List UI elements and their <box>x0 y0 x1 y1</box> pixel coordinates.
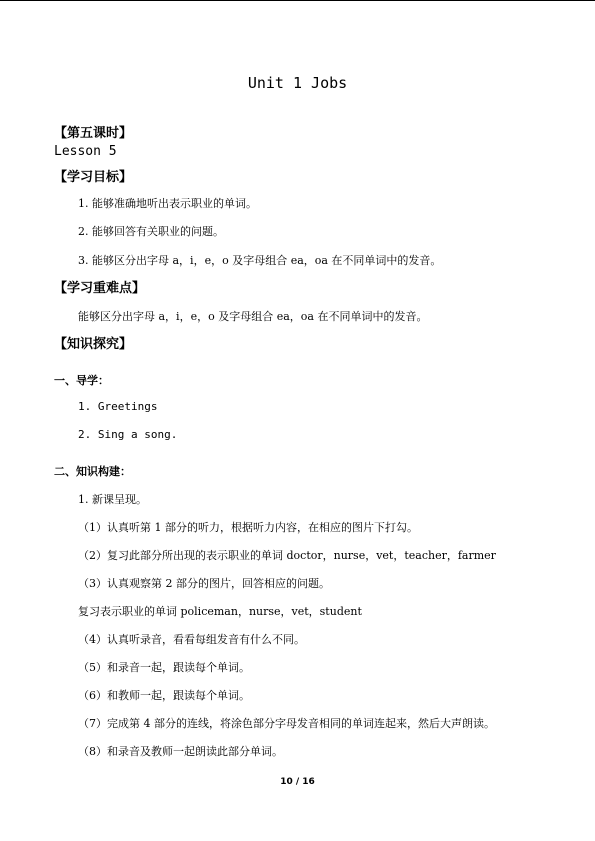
objective-item: 3. 能够区分出字母 a，i，e，o 及字母组合 ea，oa 在不同单词中的发音。 <box>78 254 442 267</box>
list-item: （4）认真听录音，看看每组发音有什么不同。 <box>78 633 305 646</box>
list-item: 2. Sing a song. <box>78 428 178 441</box>
list-item: （3）认真观察第 2 部分的图片，回答相应的问题。 <box>78 577 330 590</box>
list-item: （6）和教师一起，跟读每个单词。 <box>78 689 250 702</box>
explore-heading: 【知识探究】 <box>54 337 133 352</box>
section-heading: 一、导学： <box>54 374 109 387</box>
list-item: （1）认真听第 1 部分的听力，根据听力内容，在相应的图片下打勾。 <box>78 521 418 534</box>
list-item: （8）和录音及教师一起朗读此部分单词。 <box>78 745 283 758</box>
list-item: （7）完成第 4 部分的连线，将涂色部分字母发音相同的单词连起来，然后大声朗读。 <box>78 717 495 730</box>
key-points-heading: 【学习重难点】 <box>54 281 146 296</box>
list-item: 1. Greetings <box>78 400 158 413</box>
list-item: （2）复习此部分所出现的表示职业的单词 doctor，nurse，vet，teacher，farmer <box>78 549 496 562</box>
period-heading: 【第五课时】 <box>54 126 133 141</box>
key-points-text: 能够区分出字母 a，i，e，o 及字母组合 ea，oa 在不同单词中的发音。 <box>78 310 428 323</box>
lesson-label: Lesson 5 <box>54 144 117 159</box>
objective-item: 2. 能够回答有关职业的问题。 <box>78 225 224 238</box>
section-heading: 二、知识构建： <box>54 465 131 478</box>
objectives-heading: 【学习目标】 <box>54 170 133 185</box>
list-item: 复习表示职业的单词 policeman，nurse，vet，student <box>78 605 362 618</box>
top-rule <box>0 0 595 1</box>
page-title: Unit 1 Jobs <box>247 74 348 92</box>
objective-item: 1. 能够准确地听出表示职业的单词。 <box>78 197 257 210</box>
list-item: 1. 新课呈现。 <box>78 493 147 506</box>
list-item: （5）和录音一起，跟读每个单词。 <box>78 661 250 674</box>
page-number: 10 / 16 <box>280 777 315 787</box>
